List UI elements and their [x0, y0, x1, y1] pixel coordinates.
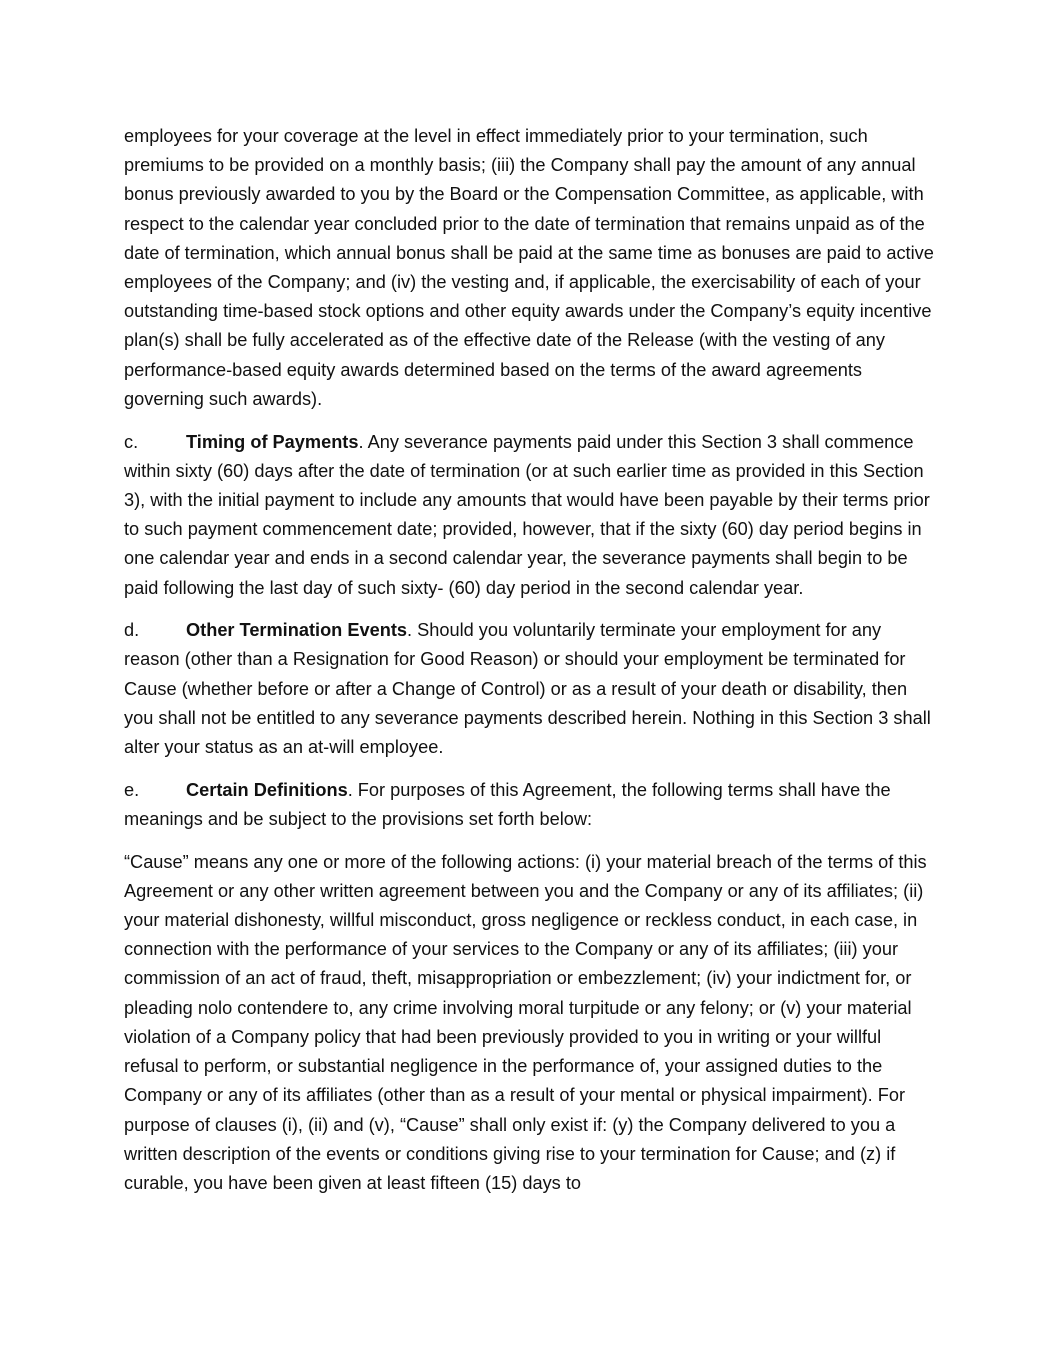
paragraph-c-timing-of-payments — [124, 428, 936, 603]
paragraph-heading: Certain Definitions — [186, 779, 348, 800]
paragraph-marker: d. — [124, 620, 140, 641]
document-page — [124, 122, 936, 1212]
paragraph-heading: Other Termination Events — [186, 620, 407, 641]
paragraph-heading: Timing of Payments — [186, 431, 359, 452]
paragraph-body: . Any severance payments paid under this Section 3 shall commence within sixty (60) days after the date of termination (or at such earlier time as provided in this Section 3), with the initial payment to include any amounts that would have been payable by their terms prior to such payment commencement date; provided, however, that if the sixty (60) day period begins in one calendar year and ends in a second calendar year, the severance payments shall begin to be paid following the last day of such sixty- (60) day period in the second calendar year. — [124, 431, 930, 598]
paragraph-e-certain-definitions — [124, 776, 936, 834]
paragraph-marker: c. — [124, 431, 139, 452]
paragraph-continuation: employees for your coverage at the level in effect immediately prior to your termination, such premiums to be provided on a monthly basis; (iii) the Company shall pay the amount of any annual bonus previously awarded to you by the Board or the Compensation Committee, as applicable, with respect to the calendar year concluded prior to the date of termination that remains unpaid as of the date of termination, which annual bonus shall be paid at the same time as bonuses are paid to active employees of the Company; and (iv) the vesting and, if applicable, the exercisability of each of your outstanding time-based stock options and other equity awards under the Company’s equity incentive plan(s) shall be fully accelerated as of the effective date of the Release (with the vesting of any performance-based equity awards determined based on the terms of the award agreements governing such awards). — [124, 126, 934, 409]
paragraph-d-other-termination-events — [124, 616, 936, 762]
paragraph-marker: e. — [124, 779, 140, 800]
paragraph-cause-definition: “Cause” means any one or more of the following actions: (i) your material breach of the terms of this Agreement or any other written agreement between you and the Company or any of its affiliates; (ii) your material dishonesty, willful misconduct, gross negligence or reckless conduct, in each case, in connection with the performance of your services to the Company or any of its affiliates; (iii) your commission of an act of fraud, theft, misappropriation or embezzlement; (iv) your indictment for, or pleading nolo contendere to, any crime involving moral turpitude or any felony; or (v) your material violation of a Company policy that had been previously provided to you in writing or your willful refusal to perform, or substantial negligence in the performance of, your assigned duties to the Company or any of its affiliates (other than as a result of your mental or physical impairment). For purpose of clauses (i), (ii) and (v), “Cause” shall only exist if: (y) the Company delivered to you a written description of the events or conditions giving rise to your termination for Cause; and (z) if curable, you have been given at least fifteen (15) days to — [124, 851, 927, 1193]
paragraph-body: . For purposes of this Agreement, the following terms shall have the meanings and be subject to the provisions set forth below: — [124, 779, 891, 829]
paragraph-body: . Should you voluntarily terminate your employment for any reason (other than a Resignation for Good Reason) or should your employment be terminated for Cause (whether before or after a Change of Control) or as a result of your death or disability, then you shall not be entitled to any severance payments described herein. Nothing in this Section 3 shall alter your status as an at-will employee. — [124, 620, 931, 758]
